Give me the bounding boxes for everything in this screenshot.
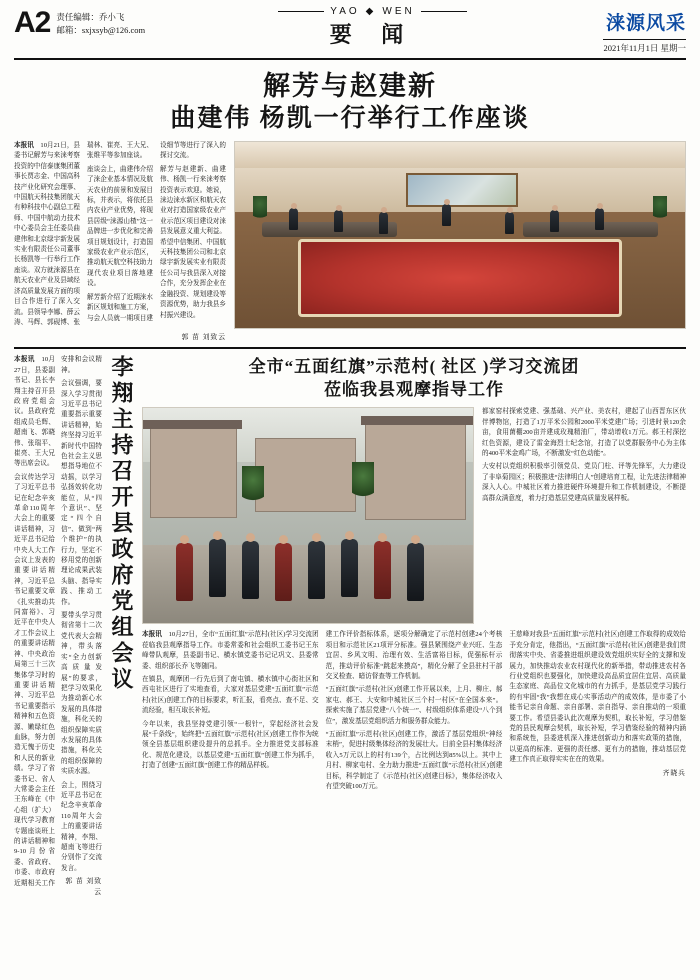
roof [361,416,473,425]
seated-person [550,210,559,232]
lead-label: 本报讯 [14,142,34,149]
left-vertical-story [14,355,134,898]
paragraph: 在镇县，观摩团一行先后到了南屯镇、横水镇中心街社区和西屯社区进行了实地查看，大家对基层党建“五面红旗”示范村(社区)创建工作的目标要求，听汇报，看亮点、查不足、交流经验，相互取长补短。 [142,675,319,715]
building [365,422,466,520]
red-carpet [298,239,622,317]
building [255,438,356,512]
page-title [14,70,686,135]
paragraph: “五面红旗”示范村(社区)创建工作，激活了基层党组织“神经末梢”，促进村级集体经济的发展壮大。目前全县村集体经济收入5万元以上的村有139个，占比例达到85%以上。其中上月村、柳家屯村、全力助力推进“五面红旗”示范村(社区)创建目标，科学制定了《示范村(社区)创建目标》，集体经济收入有望突破100万元。 [325,730,503,790]
paragraph: 都家窑村探索党建、强基础、兴产业、美农村，建起了山西晋东区伙伴博物馆，打造了1万平米公园和2000平米党建广场；引进时景120余亩，食用菌棚200亩并建成玫瑰精油厂，带动增收1万元。郝王村深挖红色资源，建设了雷金海烈士纪念馆，打造了以党群服务中心为主体的400平米金鸡广场，不断激发“红色动能”。 [482,408,686,457]
paragraph: 会议强调，要深入学习贯彻习近平总书记重要指示重要讲话精神，始终坚持习近平新时代中国特色社会主义思想指导地位不动摇，以学习弘扬效转化功能位，从“四个意识”、坚定“四个自信”、做到“两个维护”的执行力，坚定不移用党的创新理论成果武装头脑、指导实践、推动工作。 [61,380,102,606]
paragraph: 会议传达学习了习近平总书记在纪念辛亥革命110周年大会上的重要讲话精神，习近平总书记给中央人大工作会议上发表的重要讲话精神，习近平总书记重要文章《扎实推动共同富裕》、习近平在中央人才工作会议上的重要讲话精神、中央政治局第三十三次集体学习时的重要讲话精神、习近平总书记重要指示精神和五色资源、嫩绿红色血脉，努力创造无愧于历史和人民的新业绩。学习了省委书记、省人大常委会主任王东峰在《中心组（扩大）现代学习教育专题座谈班上的讲话精神和9-10月份省委、省政府、市委、市政府近期相关工作安排和会议精神。 [14,356,102,887]
tree [352,462,374,502]
section-pinyin [229,6,516,17]
walk-row [142,407,686,624]
tree [242,466,264,506]
pinyin-right: WEN [382,6,415,17]
bottom-section [14,355,686,898]
page-number: A2 [14,6,51,39]
masthead-right [516,8,686,56]
ceiling [235,142,685,168]
seated-person [379,212,388,234]
paragraph: 解芳新介绍了近期涞水新区规划和施工方案，与会人员就一期项目建设细节等进行了深入的探讨交流。 [87,142,226,322]
signature: 齐晓兵 [662,769,686,777]
paragraph: 建工作评价指标体系，逐项分解确定了示范村创建24个考核项目和示范社区21项评分标准。强县紧围绕产业兴旺、生态宜居、乡风文明、治理有效、生活富裕目标，促强标杆示范，推动评价标准“跳起来摸高”，精化分解了全县驻村干部交叉检查、暗访督查等工作机制。 [325,631,503,680]
photo-content [235,142,685,328]
rule-right [421,11,467,12]
walking-person [374,541,391,599]
left-story-title: 李翔主持召开县政府党组会议 [109,355,134,694]
walking-person [407,543,424,601]
masthead-meta [56,8,145,37]
lead-label: 本报讯 [14,356,35,364]
meeting-hall-photo [234,141,686,329]
paragraph: 座谈会上，曲建伟介绍了涞企业基本情况及航天农业的前景和发展目标，并表示，将依托县内农业产业优势，将现县居级“涞源山楂”这一品牌进一步优化和完善项目规划设计，打造国家级农业产业示范区，推动航天航空科技助力现代农业项目落地建设。 [87,165,153,288]
seated-person [334,210,343,232]
potted-plant [253,196,267,222]
masthead [14,8,686,60]
walking-person [242,541,259,599]
sofa [262,222,397,237]
wall-painting [406,173,518,207]
date-label: 10月27日， [14,356,56,374]
seated-person [505,212,514,234]
right-column-text [482,407,686,624]
editor-line: 责任编辑：乔小飞 [56,12,125,22]
section-title: 要 闻 [329,22,416,47]
pinyin-left: YAO [330,6,360,17]
brand-title: 涞源风采 [605,13,686,34]
paragraph: 今年以来，我县坚持党建引领“一根针”，穿起经济社会发展“千条线”，始终把“五面红旗”示范村(社区)创建工作作为统领全县基层组织建设提升的总抓手。全力推进党支部标准化、规范化建设，以基层党建“五面红旗”创建工作为抓手，打造了创建“五面红旗”创建工作的精品样板。 [142,720,319,770]
roof [143,420,242,429]
paragraph-text: 县委副书记、县长李翔主持召开县政府党组会议。县政府党组成员毛辉、超南飞、郭晓伟、张瑞平、崔亮、王大兄等出席会议。 [14,366,56,468]
byline: 郭 苗 刘致云 [181,334,226,342]
byline: 郭 苗 刘致云 [65,878,102,896]
walking-person [209,539,226,597]
walking-person [341,539,358,597]
paragraph: “五面红旗”示范村(社区)创建工作开展以来，上月、柳庄、郝家屯、郝王、大安和中城社区三个村一村区“在全国本来”。探索实施了基层党建“八个统一”、村级组织体系建设“八个到位”，激发基层党组织活力和服务群众能力。 [325,686,503,725]
walking-person [176,543,193,601]
paragraph: 要带头学习贯彻省第十二次党代表大会精神，带头落实“全力创新高质量发展”的要求，把学习效果化为推动新心水发展的具体措施，科化关的组织保障实质水发展的具体措施，科化关的组织保障的实质水源。 [61,612,102,776]
section-header [229,6,516,49]
bottom-story-columns [142,630,686,792]
top-story-text [14,141,226,341]
walking-person [275,543,292,601]
paragraph: 解芳与赵建新、曲建伟、杨凯一行来涞考察投资表示欢迎。她说，涞边涞水新区和航天农业对打造国家级农业产业示范区项目建设对涞县发展意义重大利益。希望中信集团、中国航天科技集团公司和北京绿宇新发展实业有限责任公司与我县深入对接合作，充分发挥企业在金融投资、规划建设等资源优势，助力我县乡村振兴建设。 [160,165,226,319]
paragraph [14,355,55,469]
top-story [14,141,686,341]
building [150,426,238,518]
seated-person [442,204,451,226]
sub-headline-line-2: 莅临我县观摩指导工作 [324,380,504,400]
potted-plant [653,196,667,222]
paragraph [142,630,319,672]
section-divider [14,347,686,349]
seated-person [595,208,604,230]
walking-person [308,541,325,599]
headline-line-2: 曲建伟 杨凯一行举行工作座谈 [170,105,530,132]
date-label: 10月27日， [168,631,202,639]
email-line: 邮箱：sxjxsyb@126.com [56,25,146,35]
paragraph: 会上，围绕习近平总书记在纪念辛亥革命110周年大会上的重要讲话精神，李翔、超南飞等进行分别作了交流发言。 [61,781,102,872]
diamond-icon: ◆ [365,6,377,17]
paragraph: 王慈峰对我县“五面红旗”示范村(社区)创建工作取得的成效给予充分肯定，他指出，“五面红旗”示范村(社区)创建是我们贯彻落实中央、省委推进组织建设效党组织实好全的支撑和发展力，加快推动农业农村现代化的新举措，带动推进农村各行业党组织也要强化，加快建设高品质宜居住宜居、高质量生态家庭、高品位文化城市的有力抓手，是基层党学习践行的有牢固“我”我想在成心实事活动产的成效体，是市委了小能书记亲自命题、亲自部署、亲自指导、亲自推动的一项重要工作。希望县委认此次观摩为契机，取长补短，学习借鉴党的县民观摩会契机，取长补短，学习借鉴经验的精神内涵和系统性，县委进机深入推进创新动力和落实政策的措施，以更高的标准、更强的责任感、更有力的措施，推动基层党建工作真正取得实实在在的效果。 [509,631,686,764]
bottom-main-story [142,355,686,898]
rule-left [278,11,324,12]
paragraph: 大安村以党组织积极率引领党员、党员门柱、评等先锋军，大力建设了非阜菊园区；积极推进“法律明白人”创建培育工程，让先进法律精神深入人心。中城社区着力推进硬件环境提升和工作机制建设，不断提高群众满意度，着力打造基层党建高质量发展样板。 [482,463,686,502]
sub-headline-line-1: 全市“五面红旗”示范村( 社区 )学习交流团 [248,357,580,377]
masthead-left [14,8,229,38]
inspection-walk-photo [142,407,474,624]
paragraph-text: 全市“五面红旗”示范村(社区)学习交流团莅临我县观摩指导工作。市委常委和社会组织工委书记王东峰带队观摩，县委副书记、横水镇党委书记记巩文、县委常委、组织部长乔飞等随同。 [142,631,319,670]
lead-label: 本报讯 [142,631,162,639]
top-story-columns [14,141,226,328]
left-story-body [14,355,102,898]
issue-date: 2021年11月1日 星期一 [603,39,686,54]
headline-line-1: 解芳与赵建新 [263,71,437,101]
seated-person [289,208,298,230]
paragraph-text: 10月21日，县委书记解芳与来涞考察投资的中信泰康集团董事长贾志金、中国高科技产业化研究会理事、中国航天科技集团航天有种科技中心副总工程师、中国中航动力技术中心委员会主任委员曲建伟和北京绿宇新发展实业有限责任公司董事长杨凯等一行举行工作座谈。双方就涞源县在航天农业产业及县域经济高质量发展方面的项目合作进行了深入交流。县领导李娜、薛云涛、马辉、郭砚博、张瑞林、崔亮、王大兄、张维平等参加座谈。 [14,142,153,326]
sofa [523,222,658,237]
